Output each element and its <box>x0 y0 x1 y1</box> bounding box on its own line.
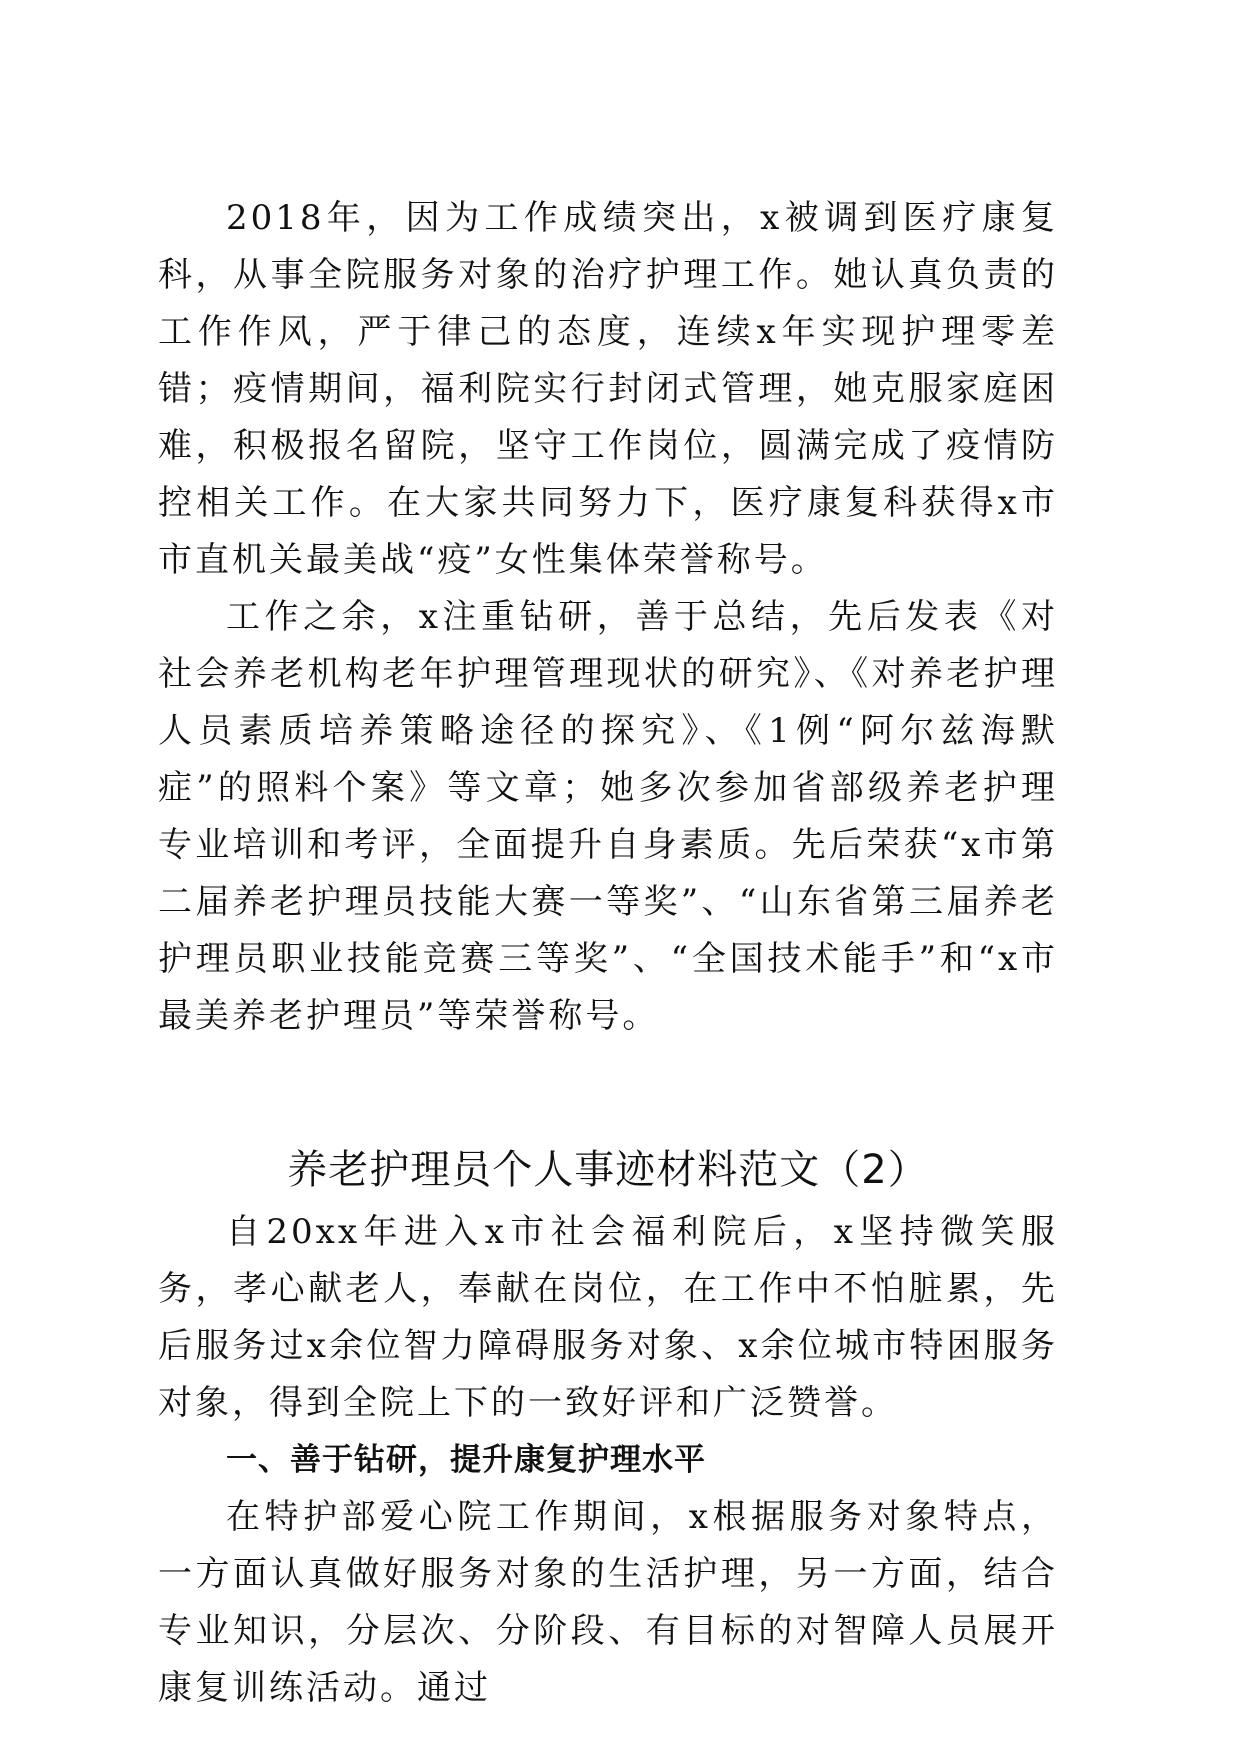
document-body <box>158 190 1058 1717</box>
paragraph-research-honors: 工作之余，x注重钻研，善于总结，先后发表《对社会养老机构老年护理管理现状的研究》、《对养老护理人员素质培养策略途径的探究》、《1例“阿尔兹海默症”的照料个案》等文章；她多次参加省部级养老护理专业培训和考评，全面提升自身素质。先后荣获“x市第二届养老护理员技能大赛一等奖”、“山东省第三届养老护理员职业技能竞赛三等奖”、“全国技术能手”和“x市最美养老护理员”等荣誉称号。 <box>158 597 1058 1036</box>
paragraph-work-achievements: 2018年，因为工作成绩突出，x被调到医疗康复科，从事全院服务对象的治疗护理工作。她认真负责的工作作风，严于律己的态度，连续x年实现护理零差错；疫情期间，福利院实行封闭式管理，她克服家庭困难，积极报名留院，坚守工作岗位，圆满完成了疫情防控相关工作。在大家共同努力下，医疗康复科获得x市市直机关最美战“疫”女性集体荣誉称号。 <box>158 198 1058 580</box>
paragraph-intro: 自20xx年进入x市社会福利院后，x坚持微笑服务，孝心献老人，奉献在岗位，在工作中不怕脏累，先后服务过x余位智力障碍服务对象、x余位城市特困服务对象，得到全院上下的一致好评和广泛赞誉。 <box>158 1212 1058 1423</box>
paragraph-rehab-work: 在特护部爱心院工作期间，x根据服务对象特点，一方面认真做好服务对象的生活护理，另一方面，结合专业知识，分层次、分阶段、有目标的对智障人员展开康复训练活动。通过 <box>158 1497 1058 1708</box>
section-title: 养老护理员个人事迹材料范文（2） <box>287 1147 929 1193</box>
subheading: 一、善于钻研，提升康复护理水平 <box>226 1442 706 1478</box>
